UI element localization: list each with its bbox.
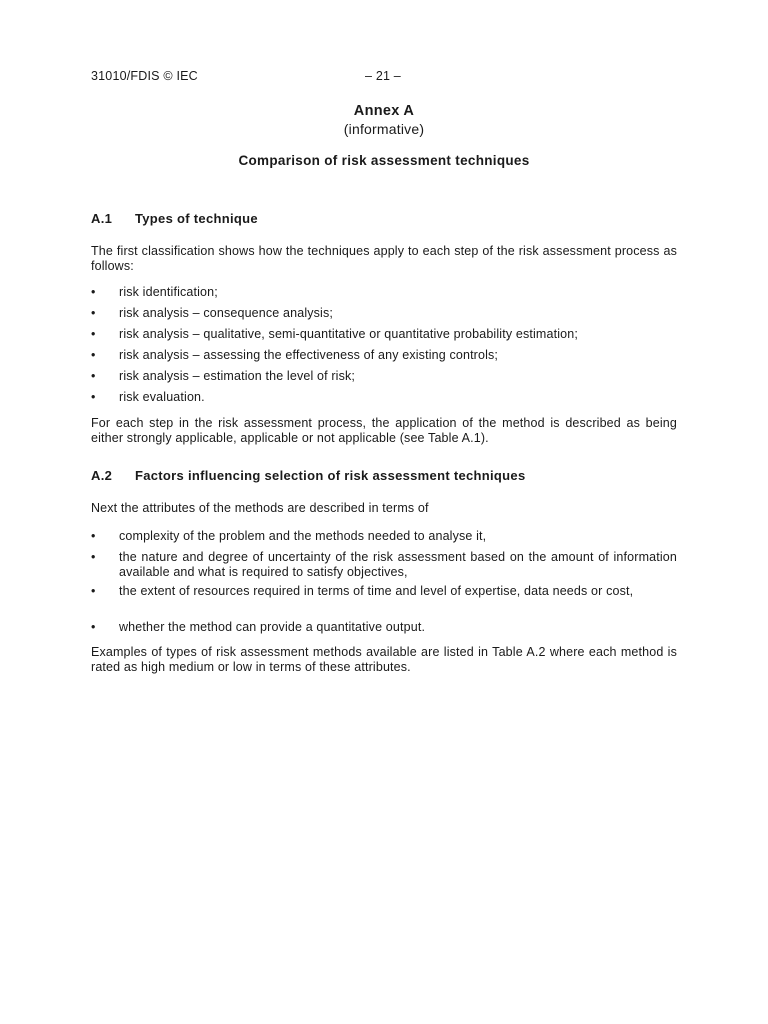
bullet-icon: • (91, 584, 96, 598)
list-item-text: the nature and degree of uncertainty of the risk assessment based on the amount of information available and what is required to satisfy objectives, (119, 550, 677, 579)
list-item-text: complexity of the problem and the methods needed to analyse it, (119, 529, 487, 543)
paragraph-a2-closing: Examples of types of risk assessment methods available are listed in Table A.2 where each method is rated as high medium or low in terms of these attributes. (91, 645, 677, 674)
section-number: A.2 (91, 468, 113, 483)
list-item-text: risk analysis – qualitative, semi-quantitative or quantitative probability estimation; (119, 327, 578, 341)
list-item-text: risk analysis – consequence analysis; (119, 306, 333, 320)
bullet-icon: • (91, 390, 96, 404)
page-number: – 21 – (365, 69, 401, 83)
list-item-text: risk identification; (119, 285, 218, 299)
list-item-text: the extent of resources required in terms of time and level of expertise, data needs or cost, (119, 584, 634, 598)
section-title: Factors influencing selection of risk assessment techniques (135, 468, 526, 483)
bullet-icon: • (91, 285, 96, 299)
paragraph-a2-intro: Next the attributes of the methods are described in terms of (91, 501, 429, 515)
bullet-icon: • (91, 306, 96, 320)
running-header (91, 69, 677, 85)
bullet-icon: • (91, 327, 96, 341)
bullet-icon: • (91, 529, 96, 543)
bullet-icon: • (91, 369, 96, 383)
bullet-icon: • (91, 620, 96, 634)
paragraph-a1-intro: The first classification shows how the techniques apply to each step of the risk assessment process as follows: (91, 244, 677, 273)
list-item-text: whether the method can provide a quantitative output. (119, 620, 426, 634)
annex-title: Annex A (353, 103, 415, 119)
section-number: A.1 (91, 211, 113, 226)
document-title: Comparison of risk assessment techniques (238, 153, 530, 168)
document-reference: 31010/FDIS © IEC (91, 69, 198, 83)
annex-subtitle: (informative) (343, 121, 425, 137)
bullet-icon: • (91, 550, 96, 564)
paragraph-a1-closing: For each step in the risk assessment process, the application of the method is described as being either strongly applicable, applicable or not applicable (see Table A.1). (91, 416, 677, 445)
section-title: Types of technique (135, 211, 258, 226)
list-item-text: risk evaluation. (119, 390, 205, 404)
section-heading-a1 (91, 211, 258, 226)
bullet-icon: • (91, 348, 96, 362)
list-item-text: risk analysis – assessing the effectiveness of any existing controls; (119, 348, 499, 362)
list-item-text: risk analysis – estimation the level of risk; (119, 369, 356, 383)
section-heading-a2 (91, 468, 525, 483)
